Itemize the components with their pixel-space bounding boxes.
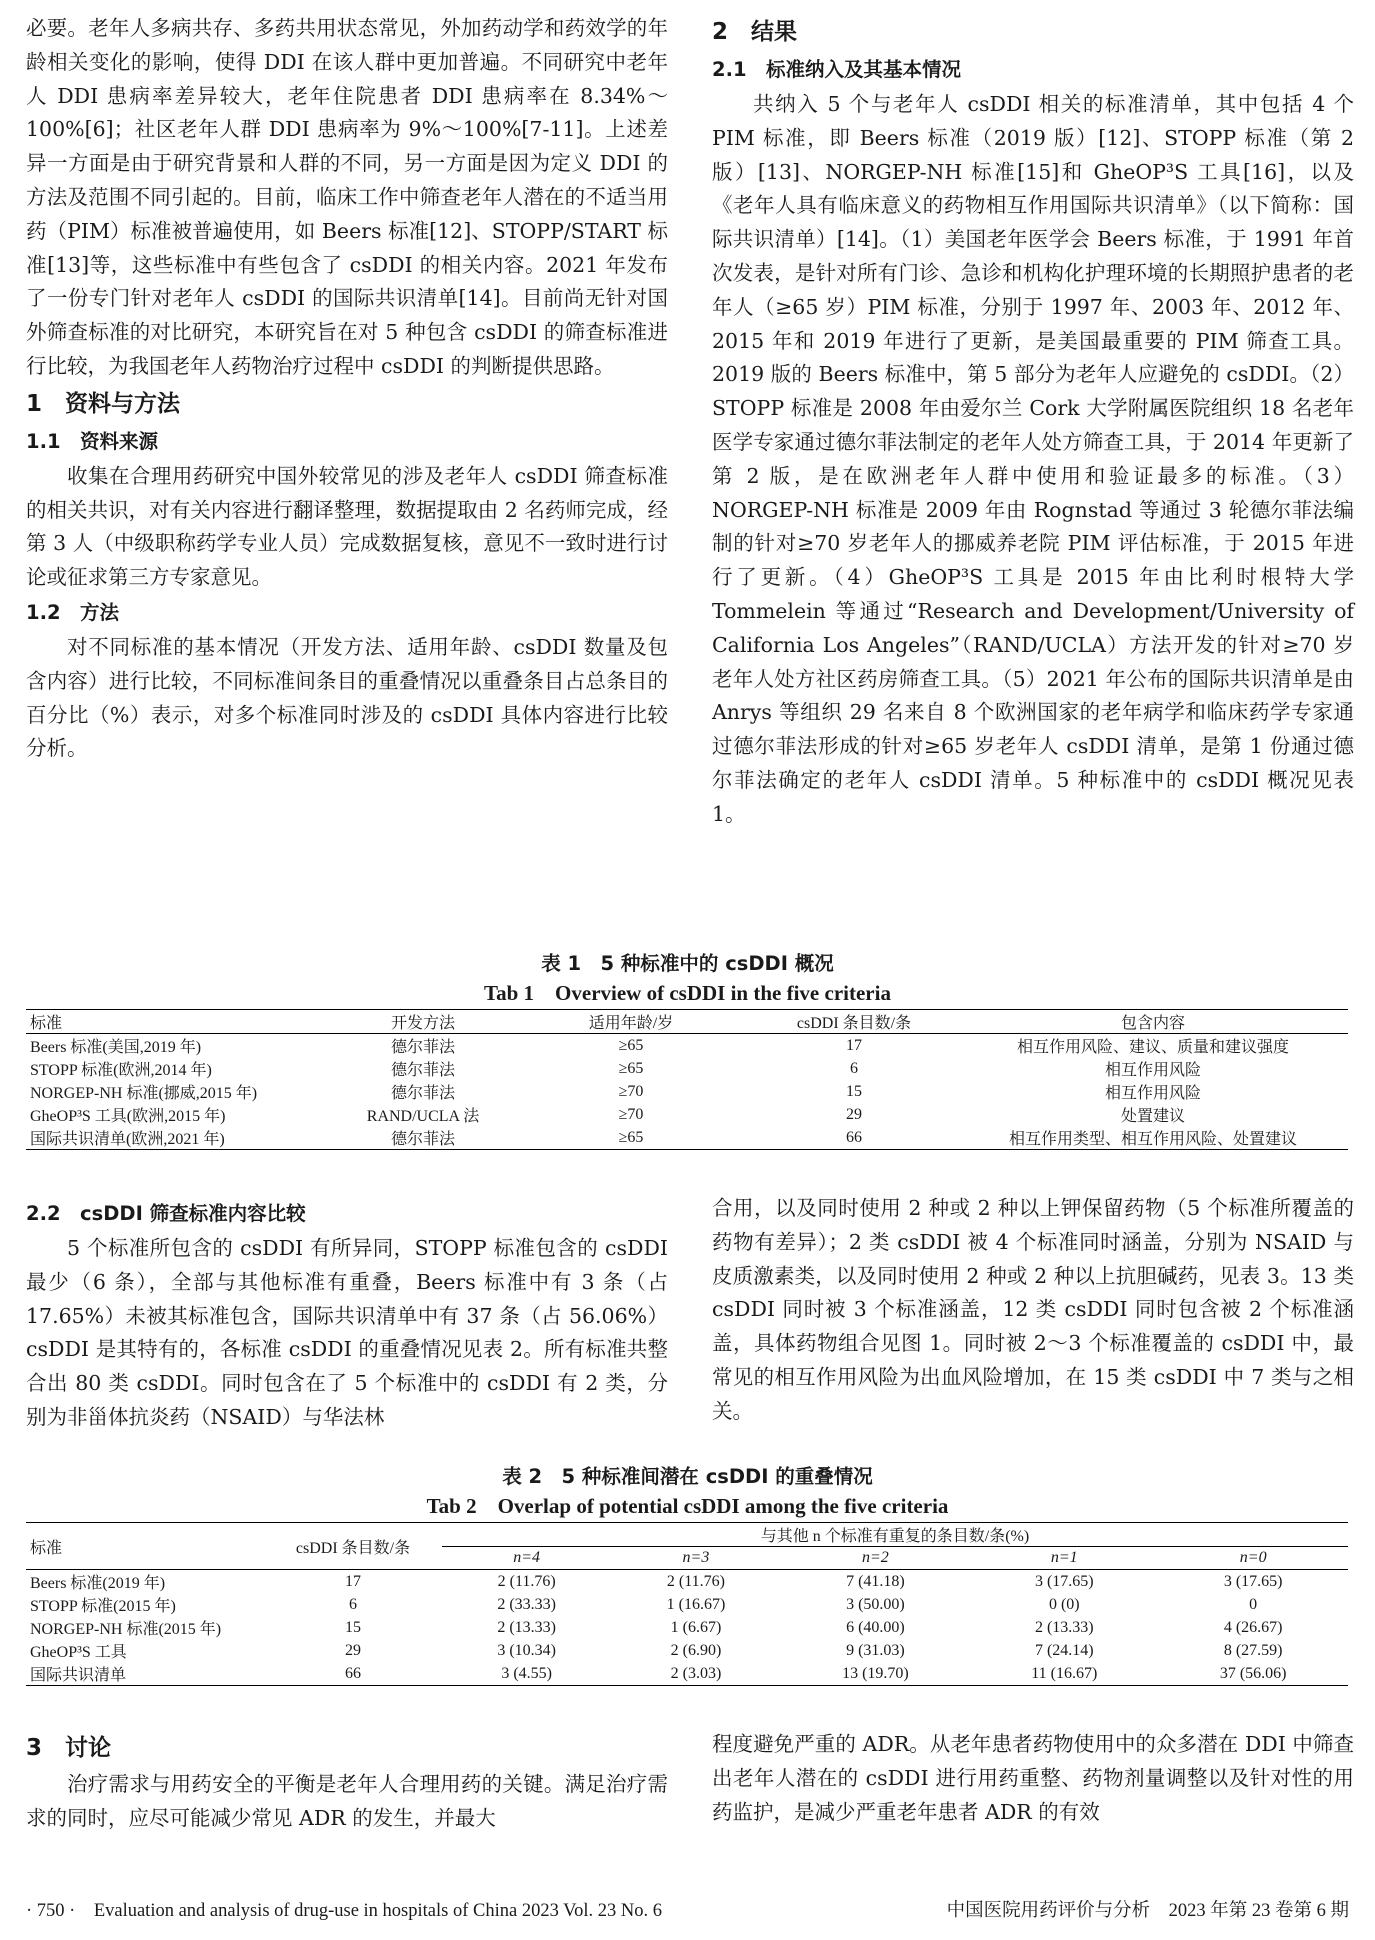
table1-caption-en: Tab 1 Overview of csDDI in the five criteria (484, 981, 891, 1005)
table1-header-cell: 标准 (30, 1015, 63, 1032)
table-cell: 1 (6.67) (670, 1618, 722, 1636)
table-row (26, 1570, 1348, 1594)
table-cell: NORGEP-NH 标准(挪威,2015 年) (30, 1085, 258, 1102)
table-cell: 66 (345, 1664, 361, 1682)
table-row (26, 1662, 1348, 1686)
table-cell: 2 (11.76) (497, 1572, 556, 1590)
table2-subheader-cell: n=4 (513, 1549, 541, 1566)
table-cell: 6 (349, 1595, 357, 1613)
table1-header-row (26, 1010, 1348, 1034)
table2-header-cell: 标准 (26, 1523, 264, 1570)
table-row (26, 1616, 1348, 1639)
table-cell: 17 (846, 1036, 862, 1054)
table-cell: 处置建议 (1120, 1108, 1185, 1125)
table-cell: 德尔菲法 (390, 1085, 455, 1102)
table-cell: ≥70 (618, 1105, 644, 1123)
table-row (26, 1057, 1348, 1080)
table2-subheader-cell: n=3 (682, 1549, 710, 1566)
table-cell: 3 (4.55) (501, 1664, 552, 1682)
table-cell: NORGEP-NH 标准(2015 年) (30, 1621, 222, 1638)
table-cell: 15 (846, 1082, 862, 1100)
section-2-1-text: 共纳入 5 个与老年人 csDDI 相关的标准清单，其中包括 4 个 PIM 标准，即 Beers 标准（2019 版）[12]、STOPP 标准（第 2 版）[13]、NORGEP-NH 标准[15]和 GheOP³S 工具[16]，以及《老年人具有临床意义的药物相互作用国际共识清单》（以下简称：国际共识清单）[14]。（1）美国老年医学会 Beers 标准，于 1991 年首次发表，是针对所有门诊、急诊和机构化护理环境的长期照护患者的老年人（≥65 岁）PIM 标准，分别于 1997 年、2003 年、2012 年、2015 年和 2019 年进行了更新，是美国最重要的 PIM 筛查工具。2019 版的 Beers 标准中，第 5 部分为老年人应避免的 csDDI。（2）STOPP 标准是 2008 年由爱尔兰 Cork 大学附属医院组织 18 名老年医学专家通过德尔菲法制定的老年人处方筛查工具，于 2014 年更新了第 2 版，是在欧洲老年人群中使用和验证最多的标准。（3）NORGEP-NH 标准是 2009 年由 Rognstad 等通过 3 轮德尔菲法编制的针对≥70 岁老年人的挪威养老院 PIM 评估标准，于 2015 年进行了更新。（4）GheOP³S 工具是 2015 年由比利时根特大学 Tommelein 等通过“Research and Development/University of California Los Angeles”（RAND/UCLA）方法开发的针对≥70 岁老年人处方社区药房筛查工具。（5）2021 年公布的国际共识清单是由 Anrys 等组织 29 名来自 8 个欧洲国家的老年病学和临床药学专家通过德尔菲法形成的针对≥65 岁老年人 csDDI 清单，是第 1 份通过德尔菲法确定的老年人 csDDI 清单。5 种标准中的 csDDI 概况见表 1。 (712, 92, 1354, 826)
table-cell: 6 (40.00) (846, 1618, 905, 1636)
right-column-mid (712, 1192, 1354, 1429)
table-cell: STOPP 标准(欧洲,2014 年) (30, 1062, 212, 1079)
table-cell: 3 (10.34) (497, 1641, 556, 1659)
table-cell: ≥65 (618, 1036, 644, 1054)
table1 (26, 1009, 1348, 1150)
table-cell: ≥65 (618, 1059, 644, 1077)
table-cell: 3 (17.65) (1034, 1572, 1094, 1590)
table2-header-group: 与其他 n 个标准有重复的条目数/条(%) (442, 1523, 1348, 1547)
table-row (26, 1639, 1348, 1662)
table1-header-cell: 包含内容 (1120, 1015, 1185, 1032)
table1-header-cell: csDDI 条目数/条 (796, 1015, 912, 1032)
table-cell: 2 (3.03) (670, 1664, 722, 1682)
left-column-bottom (26, 1728, 668, 1836)
table-row (26, 1593, 1348, 1616)
table-cell: ≥65 (618, 1128, 644, 1146)
table-row (26, 1126, 1348, 1150)
table-cell: 2 (13.33) (1034, 1618, 1094, 1636)
table-cell: 3 (17.65) (1223, 1572, 1283, 1590)
section-1-1-heading: 1.1 资料来源 (26, 429, 159, 453)
table-cell: 13 (19.70) (842, 1664, 909, 1682)
section-3-heading: 3 讨论 (26, 1735, 112, 1761)
table-cell: 德尔菲法 (390, 1039, 455, 1056)
right-column-top (712, 12, 1354, 832)
table-cell: 66 (846, 1128, 862, 1146)
table1-caption-cn: 表 1 5 种标准中的 csDDI 概况 (541, 952, 834, 975)
section-1-1-text: 收集在合理用药研究中国外较常见的涉及老年人 csDDI 筛查标准的相关共识，对有关内容进行翻译整理，数据提取由 2 名药师完成，经第 3 人（中级职称药学专业人员）完成数据复核，意见不一致时进行讨论或征求第三方专家意见。 (26, 463, 668, 590)
table-row (26, 1080, 1348, 1103)
footer-right: 中国医院用药评价与分析 2023 年第 23 卷第 6 期 (946, 1901, 1349, 1921)
table-cell: 国际共识清单(欧洲,2021 年) (30, 1131, 225, 1148)
table-cell: 2 (13.33) (497, 1618, 556, 1636)
table-cell: 0 (0) (1048, 1595, 1080, 1613)
table-cell: 37 (56.06) (1219, 1664, 1287, 1682)
section-2-2-text-left: 5 个标准所包含的 csDDI 有所异同，STOPP 标准包含的 csDDI 最少（6 条），全部与其他标准有重叠，Beers 标准中有 3 条（占 17.65%）未被其标准包含，国际共识清单中有 37 条（占 56.06%）csDDI 是其特有的，各标准 csDDI 的重叠情况见表 2。所有标准共整合出 80 类 csDDI。同时包含在了 5 个标准中的 csDDI 有 2 类，分别为非甾体抗炎药（NSAID）与华法林 (26, 1236, 668, 1429)
table-cell: 6 (850, 1059, 858, 1077)
table-cell: Beers 标准(2019 年) (30, 1575, 166, 1592)
section-2-heading: 2 结果 (712, 19, 798, 45)
section-1-2-text: 对不同标准的基本情况（开发方法、适用年龄、csDDI 数量及包含内容）进行比较，不同标准间条目的重叠情况以重叠条目占总条目的百分比（%）表示，对多个标准同时涉及的 csDDI 具体内容进行比较分析。 (26, 634, 668, 761)
left-column-mid (26, 1196, 668, 1435)
table-cell: 17 (345, 1572, 361, 1590)
table-cell: 相互作用风险 (1104, 1062, 1201, 1079)
table-cell: 9 (31.03) (846, 1641, 905, 1659)
section-2-2-heading: 2.2 csDDI 筛查标准内容比较 (26, 1202, 306, 1225)
table2-header-cell: csDDI 条目数/条 (264, 1523, 442, 1570)
table-cell: 11 (16.67) (1031, 1664, 1098, 1682)
table2-header-row (26, 1523, 1348, 1547)
table-cell: RAND/UCLA 法 (366, 1108, 480, 1125)
table2 (26, 1522, 1348, 1686)
table-cell: 0 (1249, 1595, 1258, 1613)
table1-header-cell: 适用年龄/岁 (588, 1015, 674, 1032)
table-cell: 2 (33.33) (497, 1595, 556, 1613)
table-cell: 相互作用风险 (1104, 1085, 1201, 1102)
table-cell: 3 (50.00) (846, 1595, 905, 1613)
table-cell: 8 (27.59) (1223, 1641, 1283, 1659)
footer-left: · 750 · Evaluation and analysis of drug-use in hospitals of China 2023 Vol. 23 No. 6 (26, 1901, 662, 1921)
table-cell: 29 (846, 1105, 862, 1123)
section-2-1-heading: 2.1 标准纳入及其基本情况 (712, 58, 962, 81)
table-cell: 相互作用风险、建议、质量和建议强度 (1016, 1039, 1289, 1056)
table-cell: 德尔菲法 (390, 1062, 455, 1079)
table-cell: 2 (6.90) (670, 1641, 722, 1659)
table2-subheader-cell: n=0 (1239, 1549, 1267, 1566)
table-cell: 7 (24.14) (1034, 1641, 1094, 1659)
table1-header-cell: 开发方法 (390, 1015, 455, 1032)
right-column-bottom (712, 1728, 1354, 1829)
table-cell: 7 (41.18) (846, 1572, 905, 1590)
table-cell: 国际共识清单 (30, 1667, 127, 1684)
section-3-text-left: 治疗需求与用药安全的平衡是老年人合理用药的关键。满足治疗需求的同时，应尽可能减少常见 ADR 的发生，并最大 (26, 1772, 668, 1830)
table-cell: 德尔菲法 (390, 1131, 455, 1148)
table-cell: 1 (16.67) (666, 1595, 726, 1613)
table-cell: GheOP³S 工具 (30, 1644, 127, 1661)
table-cell: 15 (345, 1618, 361, 1636)
table-row (26, 1103, 1348, 1126)
table2-subheader-cell: n=1 (1050, 1549, 1078, 1566)
table-cell: 29 (345, 1641, 361, 1659)
table2-subheader-cell: n=2 (862, 1549, 889, 1566)
table-cell: 相互作用类型、相互作用风险、处置建议 (1008, 1131, 1297, 1148)
section-2-2-text-right: 合用，以及同时使用 2 种或 2 种以上钾保留药物（5 个标准所覆盖的药物有差异）；2 类 csDDI 被 4 个标准同时涵盖，分别为 NSAID 与皮质激素类，以及同时使用 2 种或 2 种以上抗胆碱药，见表 3。13 类 csDDI 同时被 3 个标准涵盖，12 类 csDDI 同时包含被 2 个标准涵盖，具体药物组合见图 1。同时被 2～3 个标准覆盖的 csDDI 中，最常见的相互作用风险为出血风险增加，在 15 类 csDDI 中 7 类与之相关。 (712, 1196, 1354, 1423)
left-column-top (26, 12, 668, 766)
section-1-2-heading: 1.2 方法 (26, 600, 120, 624)
table-row (26, 1034, 1348, 1058)
table2-caption-en: Tab 2 Overlap of potential csDDI among the five criteria (426, 1494, 949, 1518)
table-cell: ≥70 (618, 1082, 644, 1100)
intro-paragraph: 必要。老年人多病共存、多药共用状态常见，外加药动学和药效学的年龄相关变化的影响，使得 DDI 在该人群中更加普遍。不同研究中老年人 DDI 患病率差异较大，老年住院患者 DDI 患病率在 8.34%～100%[6]；社区老年人群 DDI 患病率为 9%～100%[7-11]。上述差异一方面是由于研究背景和人群的不同，另一方面是因为定义 DDI 的方法及范围不同引起的。目前，临床工作中筛查老年人潜在的不适当用药（PIM）标准被普遍使用，如 Beers 标准[12]、STOPP/START 标准[13]等，这些标准中有些包含了 csDDI 的相关内容。2021 年发布了一份专门针对老年人 csDDI 的国际共识清单[14]。目前尚无针对国外筛查标准的对比研究，本研究旨在对 5 种包含 csDDI 的筛查标准进行比较，为我国老年人药物治疗过程中 csDDI 的判断提供思路。 (26, 16, 668, 378)
section-1-heading: 1 资料与方法 (26, 390, 181, 417)
table2-caption-cn: 表 2 5 种标准间潜在 csDDI 的重叠情况 (502, 1465, 873, 1488)
section-3-text-right: 程度避免严重的 ADR。从老年患者药物使用中的众多潜在 DDI 中筛查出老年人潜在的 csDDI 进行用药重整、药物剂量调整以及针对性的用药监护，是减少严重老年患者 ADR 的有效 (712, 1732, 1354, 1824)
table-cell: STOPP 标准(2015 年) (30, 1598, 176, 1615)
table-cell: Beers 标准(美国,2019 年) (30, 1039, 202, 1056)
table-cell: 2 (11.76) (666, 1572, 725, 1590)
table-cell: 4 (26.67) (1223, 1618, 1283, 1636)
table-cell: GheOP³S 工具(欧洲,2015 年) (30, 1108, 226, 1125)
